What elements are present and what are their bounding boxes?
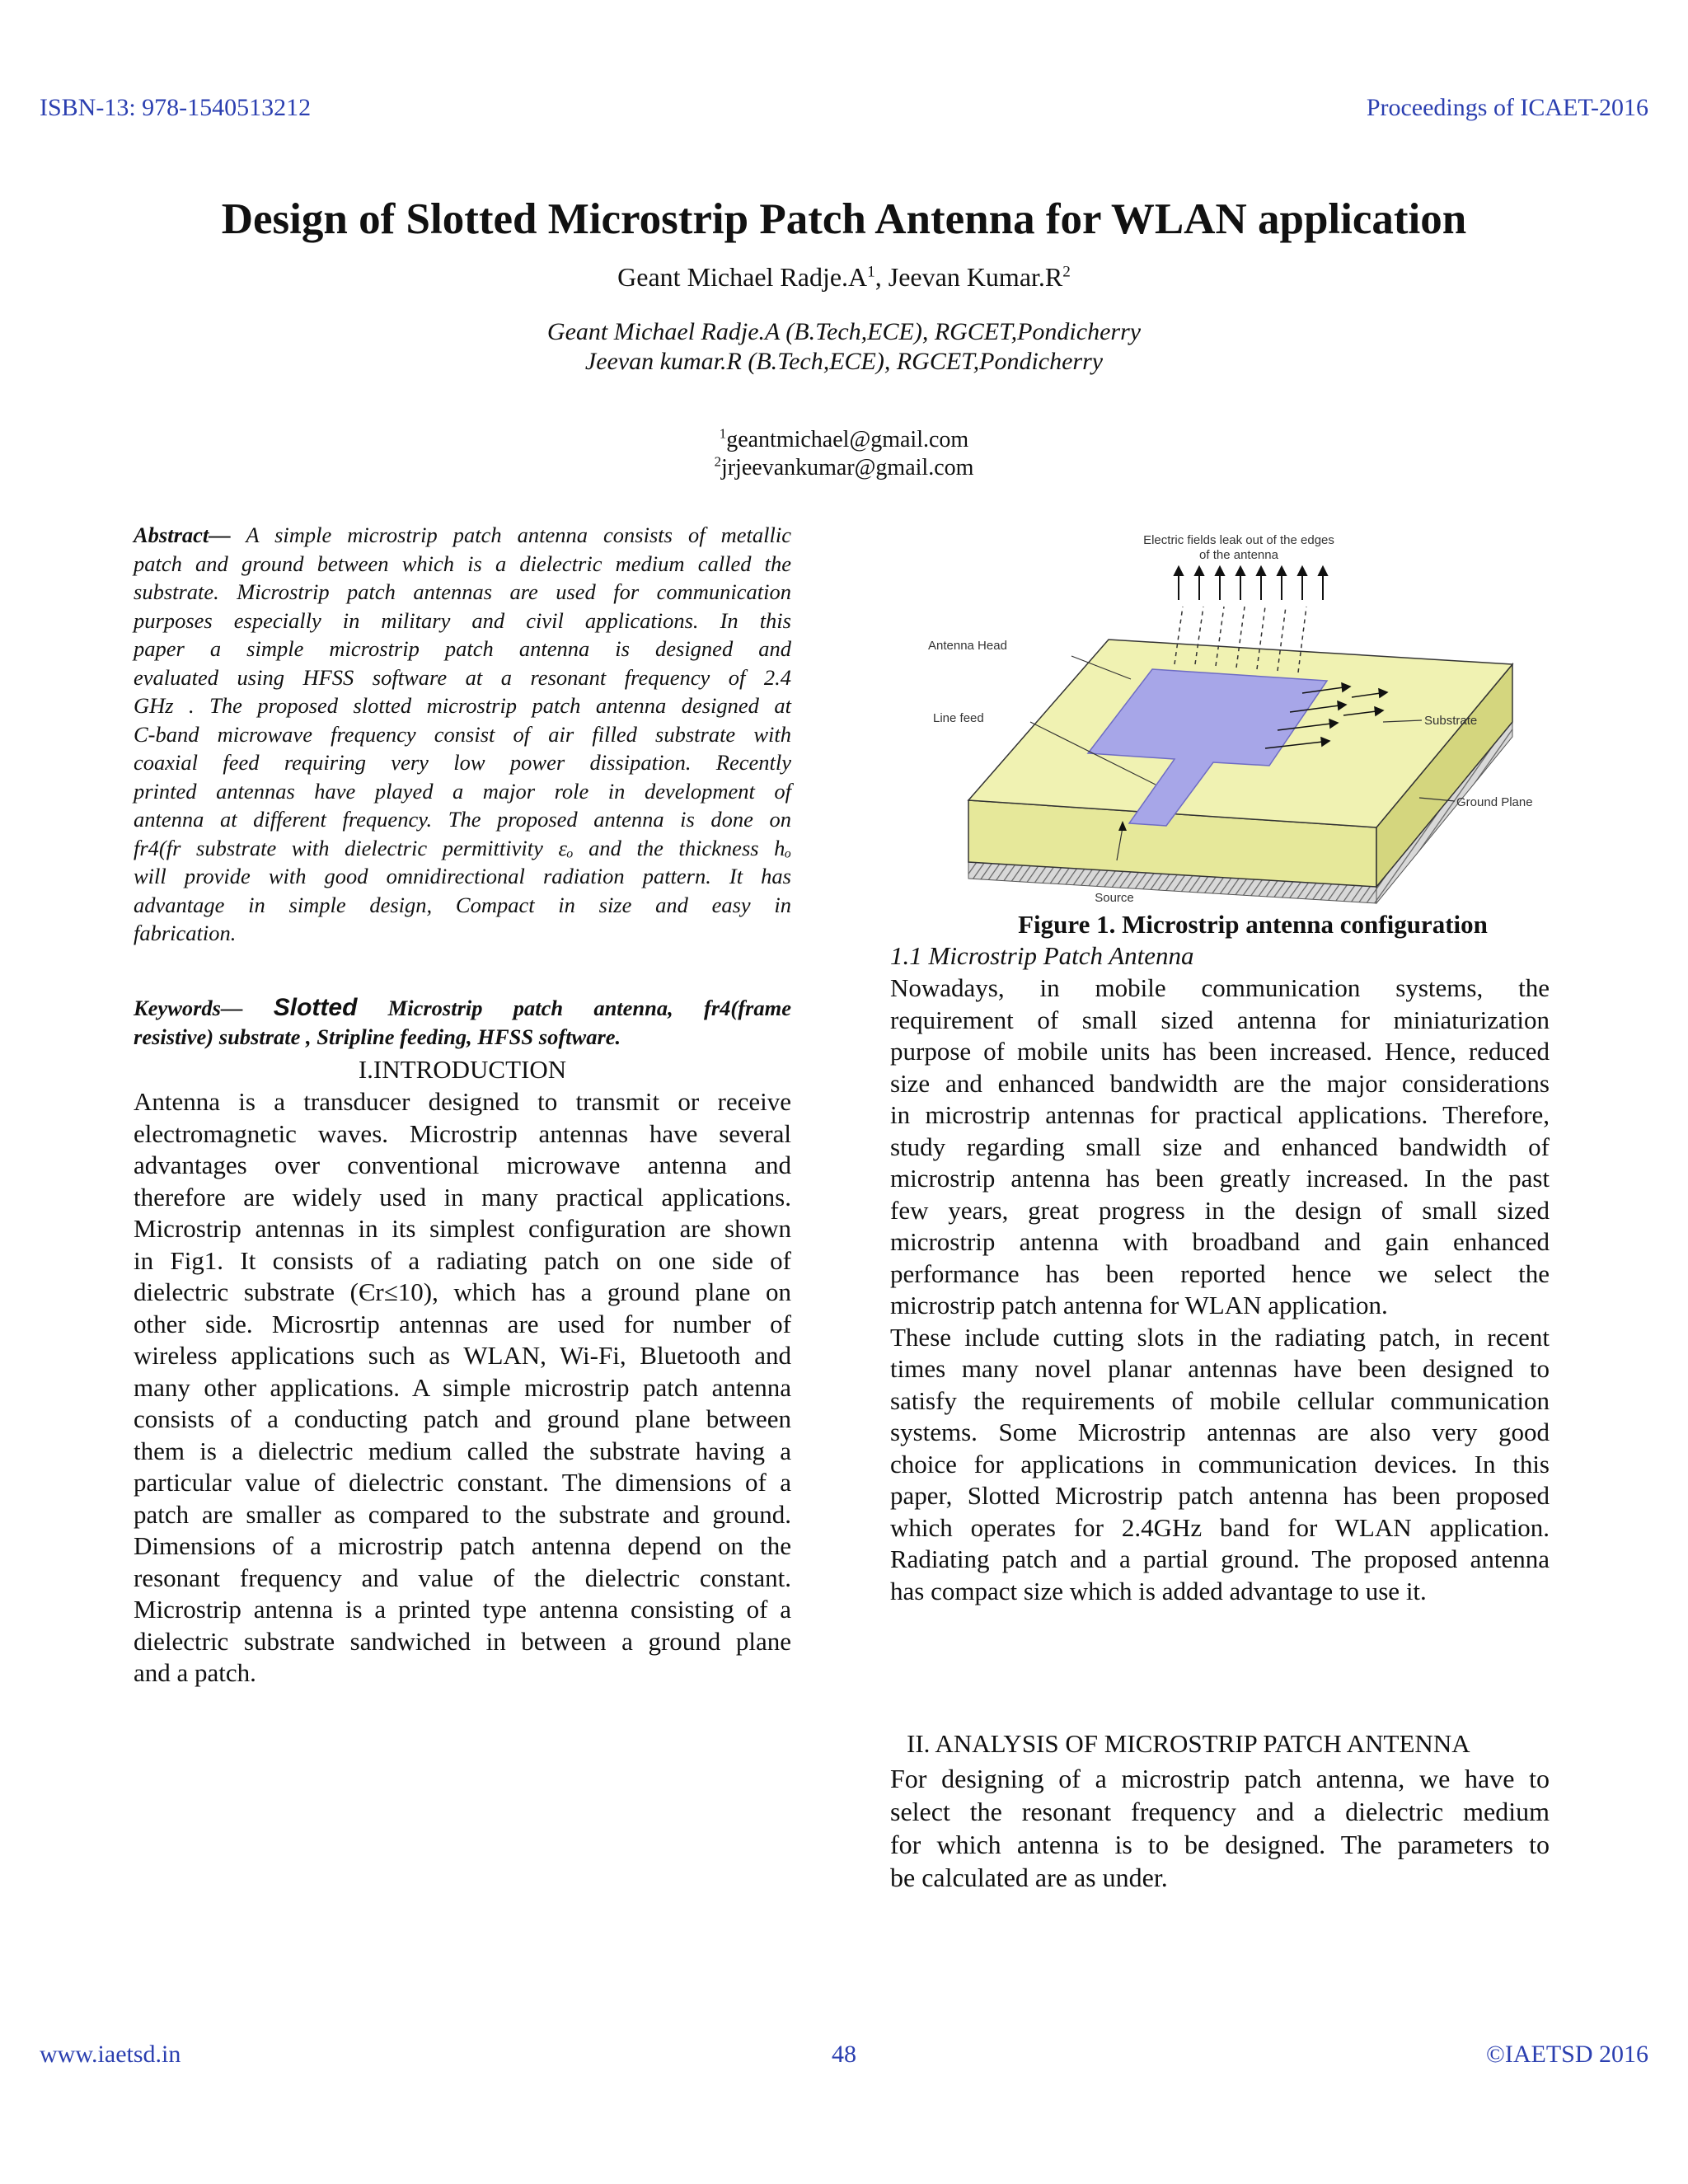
section-1-1-line: paper, Slotted Microstrip patch antenna has been proposed — [890, 1481, 1550, 1510]
section-1-1-line: size and enhanced bandwidth are the major considerations — [890, 1068, 1550, 1098]
abstract-line: GHz . The proposed slotted microstrip patch antenna designed at — [134, 693, 791, 718]
author-2: Jeevan Kumar.R — [888, 262, 1063, 292]
abstract-line: fr4(fr substrate with dielectric permittivity εₒ and the thickness hₒ — [134, 835, 791, 860]
section-1-1-line: systems. Some Microstrip antennas are also very good — [890, 1418, 1550, 1446]
affiliation-2: Jeevan kumar.R (B.Tech,ECE), RGCET,Pondicherry — [584, 348, 1104, 375]
email-2-addr: jrjeevankumar@gmail.com — [720, 455, 974, 480]
email-2 — [0, 455, 1688, 481]
intro-line: consists of a conducting patch and ground plane between — [134, 1404, 791, 1433]
section-1-1-line: satisfy the requirements of mobile cellular communication — [890, 1385, 1550, 1415]
author-sep: , — [874, 262, 889, 292]
intro-line: other side. Microsrtip antennas are used for number of — [134, 1309, 791, 1338]
intro-line: in Fig1. It consists of a radiating patch on one side of — [134, 1245, 791, 1275]
section-1-1-line: microstrip antenna with broadband and gain enhanced — [890, 1227, 1550, 1256]
label-leak-2: of the antenna — [1199, 548, 1278, 562]
author-line — [0, 262, 1688, 293]
email-1-addr: geantmichael@gmail.com — [726, 427, 969, 452]
email-1 — [0, 427, 1688, 453]
keywords-slotted: Slotted — [273, 994, 358, 1021]
section-2-heading: II. ANALYSIS OF MICROSTRIP PATCH ANTENNA — [907, 1729, 1470, 1758]
intro-line: advantages over conventional microwave antenna and — [134, 1151, 791, 1179]
label-ground-plane: Ground Plane — [1456, 795, 1533, 809]
section-1-1-line: Nowadays, in mobile communication systems, the — [890, 973, 1550, 1002]
intro-line: them is a dielectric medium called the substrate having a — [134, 1436, 791, 1465]
affiliation-1: Geant Michael Radje.A (B.Tech,ECE), RGCET,Pondicherry — [546, 318, 1142, 345]
section-1-1-line: choice for applications in communication devices. In this — [890, 1449, 1550, 1479]
intro-line: particular value of dielectric constant. The dimensions of a — [134, 1468, 791, 1497]
abstract-label: Abstract— — [134, 523, 231, 547]
intro-line: therefore are widely used in many practical applications. — [134, 1182, 791, 1212]
footer-copyright: ©IAETSD 2016 — [1486, 2041, 1648, 2068]
intro-body — [134, 1086, 791, 1690]
antenna-figure — [915, 524, 1541, 905]
email-2-sup: 2 — [714, 453, 721, 470]
section-2-line: be calculated are as under. — [890, 1863, 1168, 1892]
keywords — [134, 994, 791, 1051]
section-1-1-line: These include cutting slots in the radiating patch, in recent — [890, 1322, 1550, 1352]
email-1-sup: 1 — [719, 425, 727, 442]
paper-title: Design of Slotted Microstrip Patch Antenna for WLAN application — [221, 195, 1467, 243]
intro-line: Dimensions of a microstrip patch antenna depend on the — [134, 1531, 791, 1560]
keywords-line: Keywords— Slotted Microstrip patch antenna, fr4(frame — [134, 994, 791, 1021]
label-source: Source — [1095, 891, 1134, 905]
abstract-line: printed antennas have played a major role in development of — [134, 778, 791, 804]
intro-line: wireless applications such as WLAN, Wi-Fi, Bluetooth and — [134, 1341, 791, 1370]
intro-line: Microstrip antenna is a printed type antenna consisting of a — [134, 1595, 791, 1624]
section-1-1-body — [890, 972, 1550, 1607]
section-1-1-line: has compact size which is added advantage to use it. — [890, 1576, 1427, 1605]
intro-line: Microstrip antennas in its simplest configuration are shown — [134, 1214, 791, 1243]
abstract-line: purposes especially in military and civil applications. In this — [134, 607, 791, 633]
section-2-line: For designing of a microstrip patch antenna, we have to — [890, 1764, 1550, 1793]
abstract-line: will provide with good omnidirectional radiation pattern. It has — [134, 864, 791, 888]
section-1-1-line: which operates for 2.4GHz band for WLAN application. — [890, 1512, 1550, 1542]
intro-line: resonant frequency and value of the dielectric constant. — [134, 1563, 791, 1592]
label-antenna-head: Antenna Head — [928, 639, 1007, 653]
keywords-line: resistive) substrate , Stripline feeding, HFSS software. — [134, 1024, 621, 1049]
section-1-1-line: requirement of small sized antenna for miniaturization — [890, 1005, 1550, 1034]
abstract-line: C-band microwave frequency consist of air filled substrate with — [134, 721, 791, 747]
author-1-sup: 1 — [867, 263, 875, 281]
section-1-1-line: purpose of mobile units has been increased. Hence, reduced — [890, 1037, 1550, 1066]
section-1-1-line: few years, great progress in the design of small sized — [890, 1195, 1550, 1225]
keywords-label: Keywords— — [134, 996, 243, 1020]
section-1-1-line: times many novel planar antennas have been designed to — [890, 1354, 1550, 1383]
section-2-line: for which antenna is to be designed. The parameters to — [890, 1830, 1550, 1859]
section-1-1-line: performance has been reported hence we select the — [890, 1258, 1550, 1288]
section-1-1-line: study regarding small size and enhanced bandwidth of — [890, 1132, 1550, 1161]
abstract-line: advantage in simple design, Compact in size and easy in — [134, 892, 791, 917]
abstract-line: patch and ground between which is a dielectric medium called the — [134, 551, 791, 576]
intro-line: patch are smaller as compared to the substrate and ground. — [134, 1499, 791, 1529]
isbn-header: ISBN-13: 978-1540513212 — [40, 94, 312, 121]
abstract-line: coaxial feed requiring very low power dissipation. Recently — [134, 750, 791, 775]
author-1: Geant Michael Radje.A — [617, 262, 868, 292]
field-arrows-up — [1175, 567, 1327, 600]
section-2-body — [890, 1762, 1550, 1894]
section-1-1-line: microstrip patch antenna for WLAN application. — [890, 1291, 1388, 1319]
author-2-sup: 2 — [1062, 263, 1071, 281]
label-line-feed: Line feed — [933, 711, 984, 725]
intro-heading: I.INTRODUCTION — [358, 1055, 567, 1084]
abstract-line: substrate. Microstrip patch antennas are used for communication — [134, 579, 791, 604]
label-substrate: Substrate — [1424, 714, 1478, 728]
label-leak-1: Electric fields leak out of the edges — [1143, 533, 1334, 547]
abstract-line: evaluated using HFSS software at a resonant frequency of 2.4 — [134, 664, 791, 690]
proceedings-header: Proceedings of ICAET-2016 — [1366, 94, 1648, 121]
abstract-line: paper a simple microstrip patch antenna is designed and — [134, 636, 791, 661]
abstract-line: antenna at different frequency. The proposed antenna is done on — [134, 807, 791, 832]
section-1-1-line: microstrip antenna has been greatly increased. In the past — [890, 1164, 1550, 1193]
intro-line: many other applications. A simple microstrip patch antenna — [134, 1372, 791, 1402]
section-1-1-line: in microstrip antennas for practical applications. Therefore, — [890, 1100, 1550, 1129]
intro-line: and a patch. — [134, 1658, 256, 1687]
intro-line: Antenna is a transducer designed to transmit or receive — [134, 1087, 791, 1116]
intro-line: dielectric substrate (Єr≤10), which has a ground plane on — [134, 1277, 791, 1306]
section-1-1-line: Radiating patch and a partial ground. The proposed antenna — [890, 1544, 1550, 1573]
abstract-line: Abstract— A simple microstrip patch antenna consists of metallic — [134, 523, 791, 547]
section-2-line: select the resonant frequency and a dielectric medium — [890, 1797, 1550, 1826]
intro-line: dielectric substrate sandwiched in between a ground plane — [134, 1626, 791, 1656]
footer-site: www.iaetsd.in — [40, 2041, 181, 2068]
page-number: 48 — [832, 2041, 856, 2068]
abstract — [134, 521, 791, 948]
abstract-line: fabrication. — [134, 921, 237, 945]
section-1-1-heading: 1.1 Microstrip Patch Antenna — [890, 941, 1194, 970]
figure-caption: Figure 1. Microstrip antenna configuration — [1018, 910, 1488, 939]
intro-line: electromagnetic waves. Microstrip antennas have several — [134, 1118, 791, 1148]
